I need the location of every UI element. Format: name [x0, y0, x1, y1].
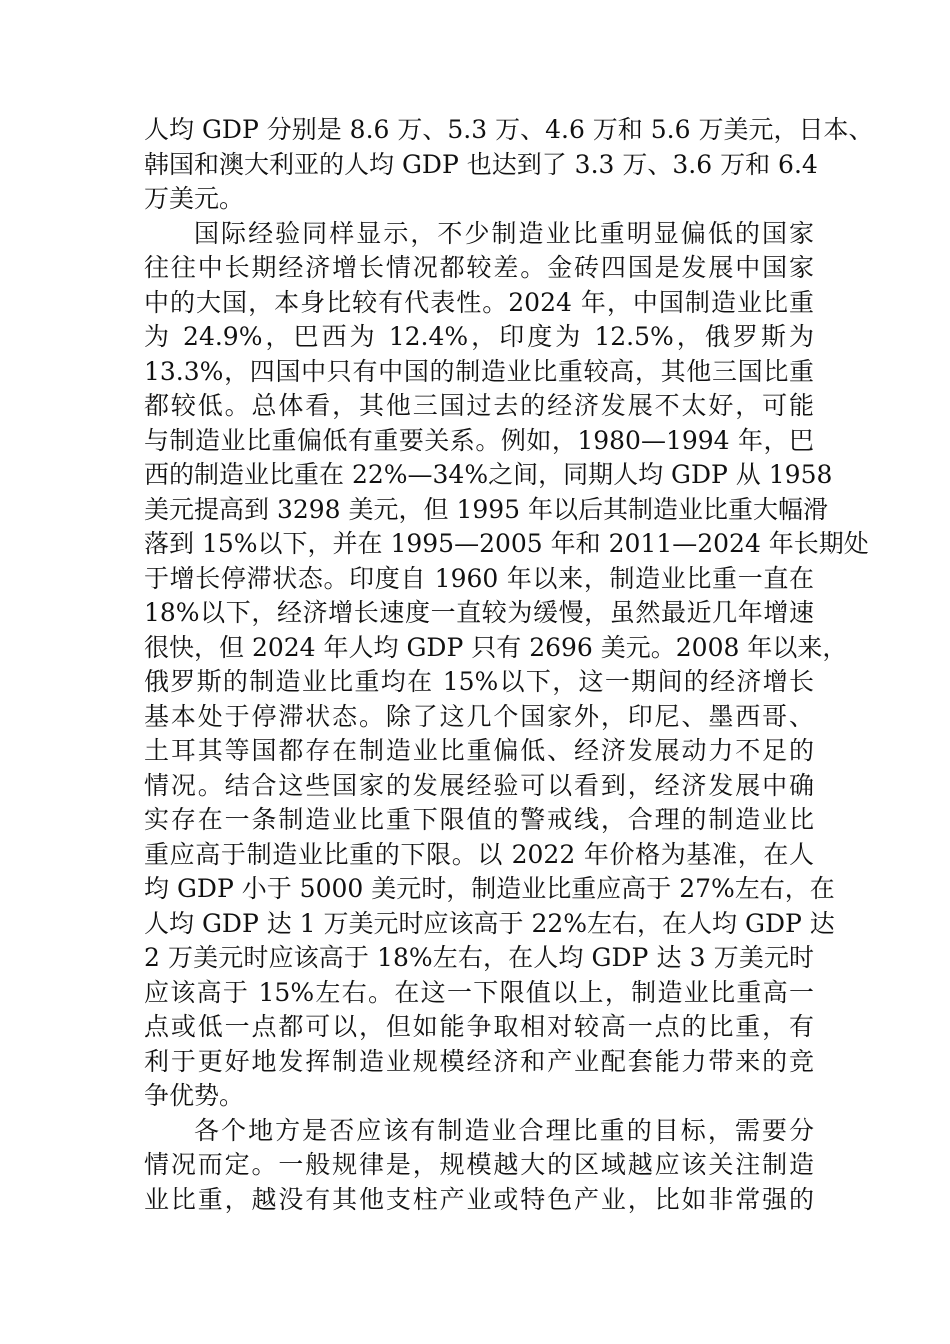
text-line: 13.3%，四国中只有中国的制造业比重较高，其他三国比重 [144, 356, 814, 386]
text-line: 为 24.9%，巴西为 12.4%，印度为 12.5%，俄罗斯为 [144, 322, 814, 351]
text-line: 利于更好地发挥制造业规模经济和产业配套能力带来的竞 [144, 1046, 814, 1076]
text-line: 万美元。 [144, 184, 245, 213]
paragraph [144, 113, 874, 217]
text-line: 2 万美元时应该高于 18%左右，在人均 GDP 达 3 万美元时 [144, 943, 814, 972]
text-line: 很快，但 2024 年人均 GDP 只有 2696 美元。2008 年以来， [144, 632, 848, 662]
text-line: 韩国和澳大利亚的人均 GDP 也达到了 3.3 万、3.6 万和 6.4 [144, 149, 818, 179]
text-line: 俄罗斯的制造业比重均在 15%以下，这一期间的经济增长 [144, 667, 814, 696]
paragraph [144, 217, 869, 1114]
text-line: 于增长停滞状态。印度自 1960 年以来，制造业比重一直在 [144, 563, 814, 593]
text-line: 西的制造业比重在 22%—34%之间，同期人均 GDP 从 1958 [144, 460, 833, 489]
text-line: 国际经验同样显示，不少制造业比重明显偏低的国家 [194, 218, 814, 248]
text-line: 各个地方是否应该有制造业合理比重的目标，需要分 [194, 1115, 814, 1145]
text-line: 业比重，越没有其他支柱产业或特色产业，比如非常强的 [144, 1184, 814, 1214]
text-line: 争优势。 [144, 1081, 245, 1110]
text-line: 人均 GDP 分别是 8.6 万、5.3 万、4.6 万和 5.6 万美元，日本、 [144, 115, 874, 144]
text-line: 落到 15%以下，并在 1995—2005 年和 2011—2024 年长期处 [144, 529, 869, 558]
text-line: 情况。结合这些国家的发展经验可以看到，经济发展中确 [144, 770, 814, 800]
text-line: 中的大国，本身比较有代表性。2024 年，中国制造业比重 [144, 287, 814, 317]
text-line: 基本处于停滞状态。除了这几个国家外，印尼、墨西哥、 [144, 701, 814, 731]
text-line: 均 GDP 小于 5000 美元时，制造业比重应高于 27%左右，在 [144, 874, 835, 903]
text-line: 点或低一点都可以，但如能争取相对较高一点的比重，有 [144, 1012, 814, 1041]
paragraph [144, 1114, 814, 1218]
text-line: 人均 GDP 达 1 万美元时应该高于 22%左右，在人均 GDP 达 [144, 908, 835, 938]
text-line: 18%以下，经济增长速度一直较为缓慢，虽然最近几年增速 [144, 598, 814, 627]
text-line: 往往中长期经济增长情况都较差。金砖四国是发展中国家 [144, 253, 814, 282]
text-line: 土耳其等国都存在制造业比重偏低、经济发展动力不足的 [144, 736, 814, 765]
text-line: 实存在一条制造业比重下限值的警戒线，合理的制造业比 [144, 805, 814, 834]
body-text [144, 113, 874, 1217]
text-line: 美元提高到 3298 美元，但 1995 年以后其制造业比重大幅滑 [144, 494, 829, 524]
text-line: 情况而定。一般规律是，规模越大的区域越应该关注制造 [144, 1150, 814, 1179]
text-line: 应该高于 15%左右。在这一下限值以上，制造业比重高一 [144, 977, 814, 1007]
text-line: 重应高于制造业比重的下限。以 2022 年价格为基准，在人 [144, 839, 814, 869]
text-line: 与制造业比重偏低有重要关系。例如，1980—1994 年，巴 [144, 425, 814, 455]
text-line: 都较低。总体看，其他三国过去的经济发展不太好，可能 [144, 391, 814, 420]
